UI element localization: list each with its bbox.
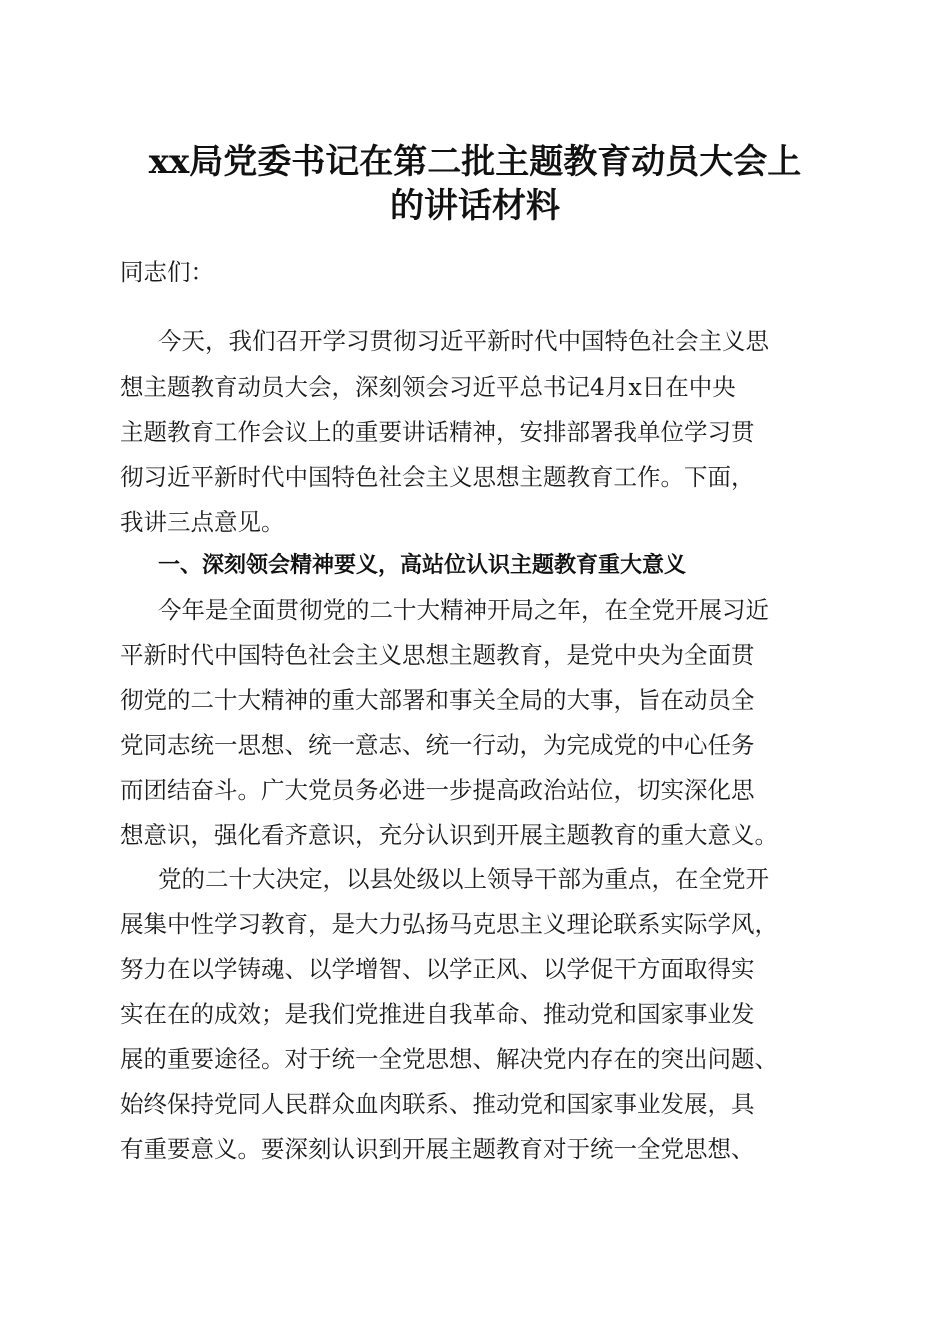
intro-line: 彻习近平新时代中国特色社会主义思想主题教育工作。下面， xyxy=(120,463,755,491)
document-title-line-1: xx局党委书记在第二批主题教育动员大会上 xyxy=(148,142,802,182)
intro-line: 主题教育工作会议上的重要讲话精神，安排部署我单位学习贯 xyxy=(120,418,755,446)
section-heading-1: 一、深刻领会精神要义，高站位认识主题教育重大意义 xyxy=(158,553,687,578)
paragraph-1-line: 党同志统一思想、统一意志、统一行动，为完成党的中心任务 xyxy=(120,731,755,759)
paragraph-1-line: 今年是全面贯彻党的二十大精神开局之年，在全党开展习近 xyxy=(158,596,769,624)
intro-line: 想主题教育动员大会，深刻领会习近平总书记4月x日在中央 xyxy=(120,373,736,401)
paragraph-2-line: 始终保持党同人民群众血肉联系、推动党和国家事业发展，具 xyxy=(120,1090,755,1118)
paragraph-2-line: 实在在的成效；是我们党推进自我革命、推动党和国家事业发 xyxy=(120,1000,755,1028)
document-title-line-2: 的讲话材料 xyxy=(390,186,560,226)
salutation: 同志们： xyxy=(120,258,214,286)
intro-line: 我讲三点意见。 xyxy=(120,508,285,536)
paragraph-1-line: 想意识，强化看齐意识，充分认识到开展主题教育的重大意义。 xyxy=(120,821,778,849)
paragraph-2-line: 党的二十大决定，以县处级以上领导干部为重点，在全党开 xyxy=(158,865,769,893)
intro-line: 今天，我们召开学习贯彻习近平新时代中国特色社会主义思 xyxy=(158,327,769,355)
paragraph-1-line: 平新时代中国特色社会主义思想主题教育，是党中央为全面贯 xyxy=(120,641,755,669)
paragraph-1-line: 彻党的二十大精神的重大部署和事关全局的大事，旨在动员全 xyxy=(120,686,755,714)
paragraph-1-line: 而团结奋斗。广大党员务必进一步提高政治站位，切实深化思 xyxy=(120,776,755,804)
paragraph-2-line: 努力在以学铸魂、以学增智、以学正风、以学促干方面取得实 xyxy=(120,955,755,983)
paragraph-2-line: 展的重要途径。对于统一全党思想、解决党内存在的突出问题、 xyxy=(120,1045,778,1073)
paragraph-2-line: 展集中性学习教育，是大力弘扬马克思主义理论联系实际学风， xyxy=(120,910,778,938)
paragraph-2-line: 有重要意义。要深刻认识到开展主题教育对于统一全党思想、 xyxy=(120,1135,755,1163)
